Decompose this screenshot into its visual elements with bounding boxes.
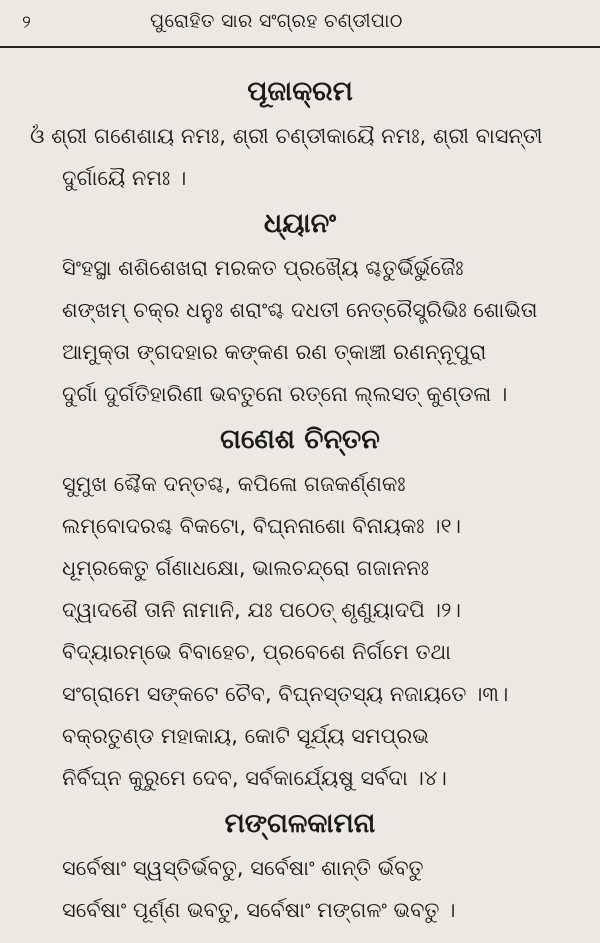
text-line: ଦୁର୍ଗା ଦୁର୍ଗତିହାରିଣୀ ଭବତୁନୋ ରତ୍ନୋ ଲ୍ଲସତ୍ କୁଣ୍ଡଳା । <box>62 382 508 406</box>
page-header <box>0 0 600 48</box>
text-line: ଧୂମ୍ରକେତୁ ର୍ଗଣାଧକ୍ଷୋ, ଭାଲଚନ୍ଦ୍ରୋ ଗଜାନନଃ <box>62 556 429 580</box>
text-line: ସର୍ବେଷାଂ ପୂର୍ଣ୍ଣ ଭବତୁ, ସର୍ବେଷାଂ ମଙ୍ଗଳଂ ଭବତୁ । <box>62 898 456 922</box>
text-line: ଆମୁକ୍ତା ଙ୍ଗଦହାର କଙ୍କଣ ରଣ ତ୍କାଞ୍ଚୀ ରଣନ୍ନୂପୁରା <box>62 340 487 364</box>
text-line: ଶଙ୍ଖମ୍ ଚକ୍ର ଧନୁଃ ଶରାଂଶ୍ଚ ଦଧତୀ ନେତ୍ରୈସ୍ତ୍ରିଭିଃ ଶୋଭିତା <box>62 298 538 322</box>
text-line: ସିଂହସ୍ଥା ଶଶିଶେଖରା ମରକତ ପ୍ରଖ୍ୟୈ ଶ୍ଚତୁର୍ଭିର୍ଭୁଜୈଃ <box>62 256 464 280</box>
text-line: ସଂଗ୍ରାମେ ସଙ୍କଟେ ଚୈବ, ବିଘ୍ନସ୍ତସ୍ୟ ନଜାୟତେ ।୩। <box>62 682 509 706</box>
running-title: ପୁରୋହିତ ସାର ସଂଗ୍ରହ ଚଣ୍ଡୀପାଠ <box>150 10 403 32</box>
section-heading-ganesha-chintana: ଗଣେଶ ଚିନ୍ତନ <box>220 424 380 455</box>
text-line: ସୁମୁଖ ଶ୍ଚୈକ ଦନ୍ତଶ୍ଚ, କପିଳୋ ଗଜକର୍ଣ୍ଣକଃ <box>62 472 406 496</box>
text-line: ସର୍ବେଷାଂ ସ୍ୱସ୍ତିର୍ଭବତୁ, ସର୍ବେଷାଂ ଶାନ୍ତି ର୍ଭବତୁ <box>62 856 424 880</box>
text-line: ବିଦ୍ୟାରମ୍ଭେ ବିବାହେଚ, ପ୍ରବେଶେ ନିର୍ଗମେ ତଥା <box>62 640 451 664</box>
text-line: ଦୁର୍ଗାୟୈ ନମଃ । <box>62 166 187 190</box>
text-line: ଓଁ ଶ୍ରୀ ଗଣେଶାୟ ନମଃ, ଶ୍ରୀ ଚଣ୍ଡୀକାୟୈ ନମଃ, ଶ୍ରୀ ବାସନ୍ତୀ <box>30 124 543 148</box>
section-heading-puja-krama: ପୂଜାକ୍ରମ <box>247 76 353 107</box>
page-number: ୨ <box>22 12 31 33</box>
text-line: ନିର୍ବିଘ୍ନ କୁରୁମେ ଦେବ, ସର୍ବକାର୍ଯ୍ୟେଷୁ ସର୍ବଦା ।୪। <box>62 766 447 790</box>
section-heading-dhyanam: ଧ୍ୟାନଂ <box>263 208 337 239</box>
text-line: ଦ୍ୱାଦଶୈ ତାନି ନାମାନି, ଯଃ ପଠେତ୍ ଶୃଣୁୟାଦପି ।୨। <box>62 598 461 622</box>
text-line: ଲମ୍ବୋଦରଶ୍ଚ ବିକଟୋ, ବିଘ୍ନନାଶୋ ବିନାୟକଃ ।୧। <box>62 514 461 538</box>
text-line: ବକ୍ରତୁଣ୍ଡ ମହାକାୟ, କୋଟି ସୂର୍ଯ୍ୟ ସମପ୍ରଭ <box>62 724 429 748</box>
section-heading-mangala-kamana: ମଙ୍ଗଳକାମନା <box>224 808 376 839</box>
